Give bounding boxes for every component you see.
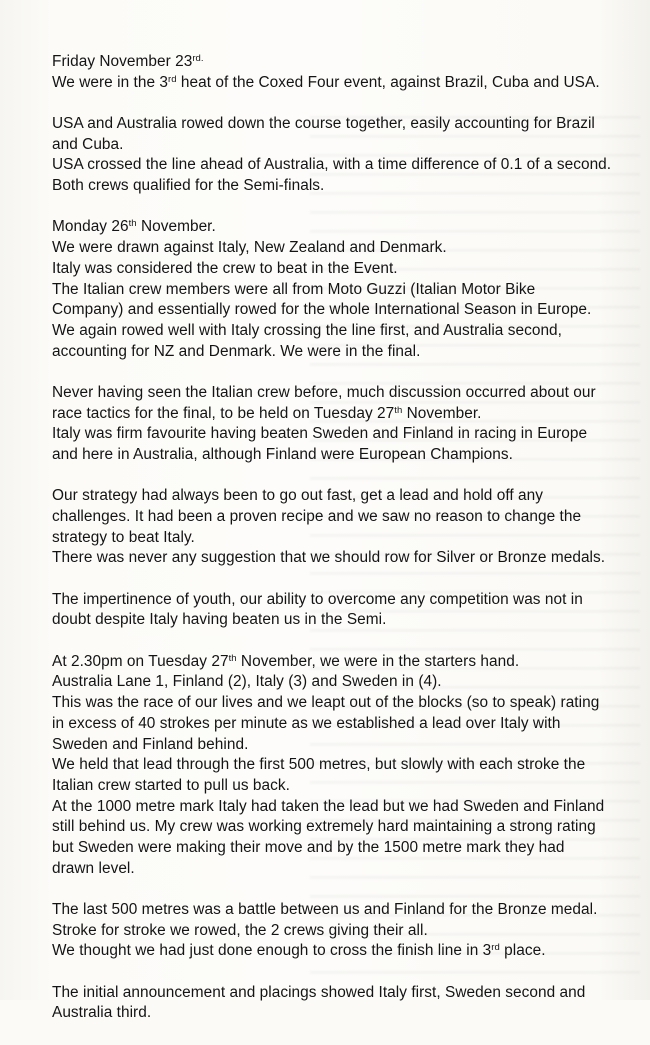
line-text: Both crews qualified for the Semi-finals. (52, 177, 325, 195)
line-text: in excess of 40 strokes per minute as we established a lead over Italy with (52, 714, 561, 732)
text-line (52, 838, 642, 859)
ordinal-superscript: th (228, 652, 237, 664)
line-text: We were in the 3 (52, 73, 169, 91)
ordinal-superscript: th (128, 218, 137, 230)
text-line (52, 155, 642, 176)
text-line (52, 652, 642, 673)
line-text: We held that lead through the first 500 metres, but slowly with each stroke the (52, 756, 586, 774)
line-text: Stroke for stroke we rowed, the 2 crews giving their all. (52, 921, 428, 939)
line-text: Australia Lane 1, Finland (2), Italy (3) and Sweden in (4). (52, 673, 442, 691)
line-text: The last 500 metres was a battle between us and Finland for the Bronze medal. (52, 901, 598, 919)
line-text-continued: place. (499, 942, 546, 960)
text-line (52, 259, 642, 280)
text-line (52, 797, 642, 818)
line-text: Company) and essentially rowed for the whole International Season in Europe. (52, 301, 592, 319)
text-line (52, 404, 642, 425)
line-text-continued: November. (136, 218, 216, 236)
ordinal-superscript: rd (491, 942, 500, 954)
line-text: Italy was considered the crew to beat in the Event. (52, 259, 398, 277)
line-text: At the 1000 metre mark Italy had taken the lead but we had Sweden and Finland (52, 797, 605, 815)
text-line (52, 176, 642, 197)
line-text-continued: heat of the Coxed Four event, against Brazil, Cuba and USA. (176, 73, 600, 91)
line-text: We again rowed well with Italy crossing the line first, and Australia second, (52, 321, 562, 339)
text-line (52, 238, 642, 259)
text-line (52, 548, 642, 569)
paragraph (52, 590, 642, 631)
text-line (52, 921, 642, 942)
line-text: strategy to beat Italy. (52, 528, 195, 546)
line-text: doubt despite Italy having beaten us in the Semi. (52, 611, 387, 629)
text-line (52, 507, 642, 528)
line-text: drawn level. (52, 859, 135, 877)
paragraph (52, 652, 642, 880)
ordinal-superscript: rd. (192, 53, 204, 64)
text-line (52, 714, 642, 735)
line-text: Never having seen the Italian crew before, much discussion occurred about our (52, 383, 596, 401)
line-text: USA crossed the line ahead of Australia, with a time difference of 0.1 of a second. (52, 156, 612, 174)
line-text: Australia third. (52, 1004, 152, 1022)
line-text: This was the race of our lives and we leapt out of the blocks (so to speak) rating (52, 694, 600, 712)
line-text: USA and Australia rowed down the course together, easily accounting for Brazil (52, 115, 595, 132)
line-text: race tactics for the final, to be held on Tuesday 27 (52, 404, 395, 422)
paragraph (52, 383, 642, 466)
ordinal-superscript: th (394, 404, 403, 416)
line-text: At 2.30pm on Tuesday 27 (52, 652, 229, 670)
paragraph (52, 217, 642, 362)
text-line (52, 1003, 642, 1024)
line-text: We were drawn against Italy, New Zealand and Denmark. (52, 239, 447, 257)
text-line (52, 342, 642, 363)
text-line (52, 590, 642, 611)
text-line (52, 735, 642, 756)
line-text: Monday 26 (52, 218, 129, 236)
line-text: Our strategy had always been to go out fast, get a lead and hold off any (52, 487, 544, 505)
text-line (52, 610, 642, 631)
line-text: but Sweden were making their move and by the 1500 metre mark they had (52, 839, 565, 857)
text-line (52, 817, 642, 838)
text-line (52, 280, 642, 301)
line-text: challenges. It had been a proven recipe and we saw no reason to change the (52, 508, 582, 526)
text-line (52, 693, 642, 714)
text-line (52, 73, 642, 94)
paragraph (52, 486, 642, 569)
line-text-continued: November. (402, 404, 482, 422)
text-line (52, 52, 642, 73)
text-line (52, 776, 642, 797)
paragraph (52, 114, 642, 197)
text-line (52, 300, 642, 321)
line-text-continued: November, we were in the starters hand. (236, 652, 520, 670)
line-text: Sweden and Finland behind. (52, 735, 249, 753)
ordinal-superscript: rd (168, 73, 177, 85)
text-line (52, 755, 642, 776)
text-line (52, 900, 642, 921)
paragraph (52, 900, 642, 962)
document-body (52, 52, 642, 1045)
line-text: and here in Australia, although Finland were European Champions. (52, 446, 513, 464)
line-text: Friday November 23 (52, 53, 193, 70)
text-line (52, 983, 642, 1004)
line-text: The impertinence of youth, our ability to overcome any competition was not in (52, 590, 583, 608)
line-text: Italian crew started to pull us back. (52, 776, 290, 794)
line-text: accounting for NZ and Denmark. We were in the final. (52, 342, 421, 360)
line-text: The Italian crew members were all from Moto Guzzi (Italian Motor Bike (52, 280, 536, 298)
text-line (52, 528, 642, 549)
text-line (52, 941, 642, 962)
text-line (52, 672, 642, 693)
text-line (52, 424, 642, 445)
line-text: We thought we had just done enough to cross the finish line in 3 (52, 942, 492, 960)
text-line (52, 445, 642, 466)
line-text: still behind us. My crew was working extremely hard maintaining a strong rating (52, 818, 596, 836)
line-text: The initial announcement and placings showed Italy first, Sweden second and (52, 983, 586, 1001)
text-line (52, 859, 642, 880)
text-line (52, 321, 642, 342)
text-line (52, 135, 642, 156)
text-line (52, 114, 642, 135)
text-line (52, 383, 642, 404)
line-text: and Cuba. (52, 135, 124, 153)
paragraph (52, 983, 642, 1024)
line-text: Italy was firm favourite having beaten Sweden and Finland in racing in Europe (52, 425, 588, 443)
line-text: There was never any suggestion that we should row for Silver or Bronze medals. (52, 549, 606, 567)
text-line (52, 217, 642, 238)
paragraph (52, 52, 642, 93)
text-line (52, 486, 642, 507)
